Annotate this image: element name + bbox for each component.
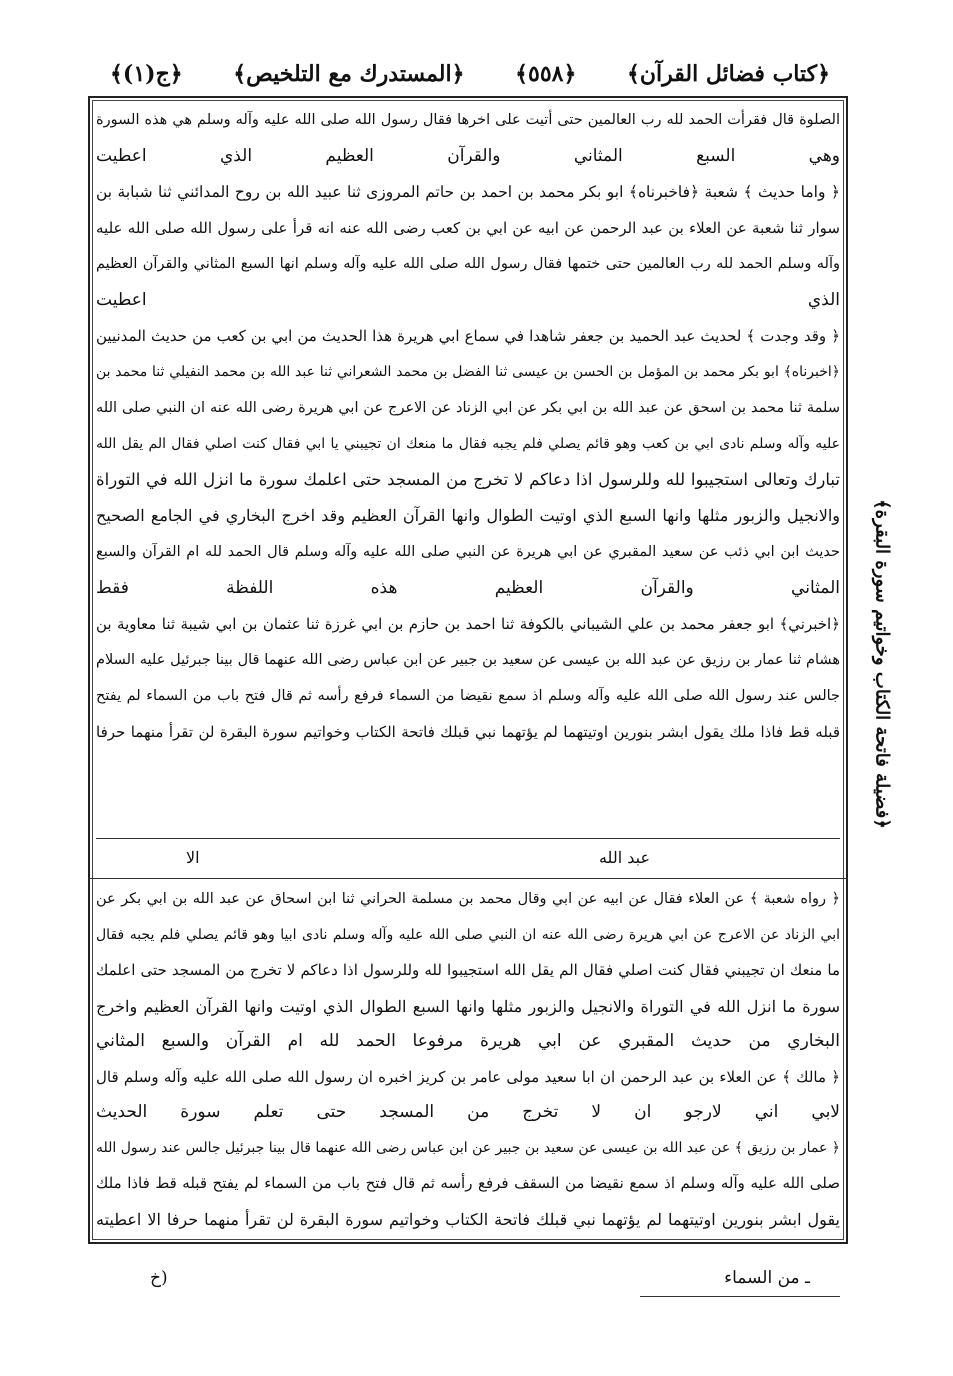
bottom-footnote: ـ من السماء xyxy=(724,1268,810,1288)
talkhis-text xyxy=(96,882,840,1240)
text-line: ﴿ رواه شعبة ﴾ عن العلاء فقال عن ابيه عن ابي وقال محمد بن مسلمة الحراني ثنا ابن اسحاق عن عبد الله بن ابي بكر عن xyxy=(96,891,840,907)
text-line: الذي اعطيت xyxy=(96,290,840,310)
text-line: والانجيل والزبور مثلها وانها السبع الذي اوتيت الطوال وانها القرآن العظيم وقد اخرج البخاري في الجامع الصحيح xyxy=(96,506,840,525)
text-line: البخاري من حديث المقبري عن ابي هريرة مرفوعا الحمد لله ام القرآن والسبع المثاني xyxy=(96,1031,840,1051)
text-line: ﴿ وقد وجدت ﴾ لحديث عبد الحميد بن جعفر شاهدا في سماع ابي هريرة هذا الحديث من ابي بن كعب من حديث المدنيين xyxy=(96,327,840,345)
text-line: يقول ابشر بنورين اوتيتهما لم يؤتهما نبي قبلك فاتحة الكتاب وخواتيم سورة البقرة لن تقرأ منهما حرفا الا اعطيته xyxy=(96,1209,840,1229)
text-line: قبله قط فاذا ملك يقول ابشر بنورين اوتيتهما لم يؤتهما نبي قبلك فاتحة الكتاب وخواتيم سورة البقرة لن تقرأ منهما حرفا xyxy=(96,723,840,741)
text-line: صلى الله عليه وآله وسلم اذ سمع نقيضا من السقف فرفع رأسه ثم قال فتح باب من السماء لم يفتح قبله قط فاذا ملك xyxy=(96,1174,840,1192)
header-page-number: ﴿٥٥٨﴾ xyxy=(515,61,577,87)
bottom-notes xyxy=(110,1266,810,1296)
side-gloss xyxy=(862,494,902,834)
text-line: المثاني والقرآن العظيم هذه اللفظة فقط xyxy=(96,578,840,598)
text-line: جالس عند رسول الله صلى الله عليه وآله وسلم اذ سمع نقيضا من السماء فرفع رأسه ثم قال فتح باب من السماء لم يفتح xyxy=(96,688,840,704)
text-line: ﴿ واما حديث ﴾ شعبة ﴿فاخبرناه﴾ ابو بكر محمد بن احمد بن حاتم المروزى ثنا عبيد الله بن روح المدائني ثنا شبابة بن xyxy=(96,183,840,201)
text-line: ابي الزناد عن الاعرج عن ابي هريرة رضى الله عنه ان النبي صلى الله عليه وآله وسلم نادى ابيا وهو قائم يصلي فلم يجبه فقال xyxy=(96,926,840,943)
footnote-divider xyxy=(96,838,840,839)
section-divider xyxy=(88,878,848,879)
text-line: وهي السبع المثاني والقرآن العظيم الذي اعطيت xyxy=(96,146,840,166)
text-line: هشام ثنا عمار بن رزيق عن عبد الله بن عيسى عن سعيد بن جبير عن ابن عباس رضى الله عنهما قال بينا جبرئيل عليه السلام xyxy=(96,652,840,668)
running-header xyxy=(110,52,830,96)
text-line: ما منعك ان تجيبني فقال كنت اصلي فقال الم يقل الله استجيبوا لله وللرسول اذا دعاكم لا تخرج من المسجد حتى اعلمك xyxy=(96,961,840,979)
main-text xyxy=(96,102,840,842)
text-line: ﴿اخبرناه﴾ ابو بكر محمد بن المؤمل بن الحسن بن عيسى ثنا الفضل بن محمد الشعراني ثنا عبد الله بن محمد النفيلي ثنا محمد بن xyxy=(96,364,840,380)
text-line: تبارك وتعالى استجيبوا لله وللرسول اذا دعاكم لا تخرج من المسجد حتى اعلمك سورة ما انزل الله في التوراة xyxy=(96,470,840,489)
text-line: سوار ثنا شعبة عن العلاء بن عبد الرحمن عن ابيه عن ابي بن كعب رضى الله عنه انه قرأ على رسول الله صلى الله عليه xyxy=(96,219,840,237)
text-line: ﴿ عمار بن رزيق ﴾ عن عبد الله بن عيسى عن سعيد بن جبير عن ابن عباس رضى الله عنهما قال بينا جبرئيل جالس عند رسول الله xyxy=(96,1139,840,1156)
text-line: ﴿اخبرني﴾ ابو جعفر محمد بن علي الشيباني بالكوفة ثنا احمد بن حازم بن ابي غرزة ثنا عثمان بن ابي شيبة ثنا معاوية بن xyxy=(96,615,840,633)
header-book-title: ﴿كتاب فضائل القرآن﴾ xyxy=(626,61,830,87)
text-line: سلمة ثنا محمد بن اسحق عن عبد الله بن ابي بكر عن ابي الزناد عن الاعرج عن ابي هريرة رضى الله عنه ان النبي صلى الله xyxy=(96,400,840,416)
bottom-rule xyxy=(640,1296,840,1297)
text-line: لابي اني لارجو ان لا تخرج من المسجد حتى تعلم سورة الحديث xyxy=(96,1102,840,1122)
bottom-catchword: (خ xyxy=(150,1268,168,1288)
footnote-a: عبد الله xyxy=(598,848,650,867)
footnote-row xyxy=(96,842,840,876)
side-gloss-text: ﴿فضيلة فاتحة الكتاب وخواتيم سورة البقرة﴾ xyxy=(871,499,893,829)
text-line: سورة ما انزل الله في التوراة والانجيل والزبور مثلها وانها السبع الطوال الذي اوتيت وانها القرآن العظيم واخرج xyxy=(96,996,840,1016)
text-line: عليه وآله وسلم نادى ابي بن كعب وهو قائم يصلي فلم يجبه فقال ما منعك ان تجيبني يا ابي فقال كنت اصلي فقال الم يقل الله xyxy=(96,436,840,452)
header-juz: ﴿ج(١)﴾ xyxy=(110,61,183,87)
header-source: ﴿المستدرك مع التلخيص﴾ xyxy=(233,61,465,87)
footnote-b: الا xyxy=(186,848,200,867)
text-line: وآله وسلم الحمد لله رب العالمين حتى ختمها فقال رسول الله صلى الله عليه وآله وسلم انها السبع المثاني والقرآن العظيم xyxy=(96,256,840,272)
text-line: الصلوة قال فقرأت الحمد لله رب العالمين حتى أتيت على اخرها فقال رسول الله صلى الله عليه وآله وسلم هي هذه السورة xyxy=(96,112,840,128)
text-line: ﴿ مالك ﴾ عن العلاء بن عبد الرحمن ان ابا سعيد مولى عامر بن كريز اخبره ان رسول الله صلى الله عليه وآله وسلم قال xyxy=(96,1067,840,1086)
text-line: حديث ابن ابي ذئب عن سعيد المقبري عن ابي هريرة عن النبي صلى الله عليه وآله وسلم قال الحمد لله ام القرآن والسبع xyxy=(96,544,840,560)
